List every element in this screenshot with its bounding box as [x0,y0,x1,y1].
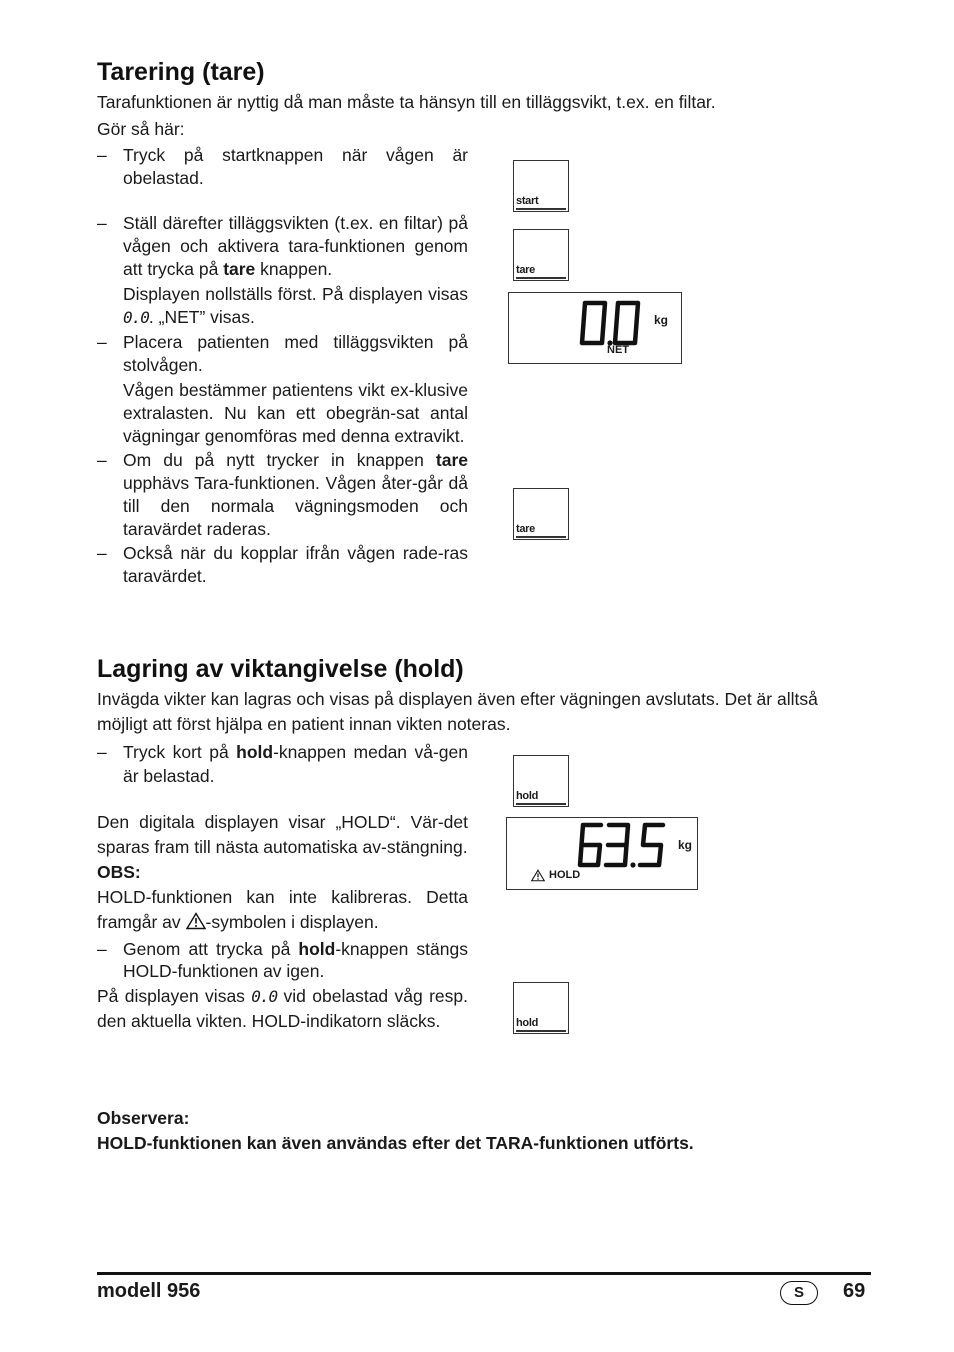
net-indicator: NET [607,344,629,356]
footer-rule [97,1272,871,1275]
language-badge: S [780,1281,818,1305]
hold-off-text: På displayen visas 0.0 vid obelastad våg resp. den aktuella vikten. HOLD-indikatorn släcks. [97,986,468,1031]
hold-key-label: hold [516,790,539,802]
step-place-patient: – Placera patienten med tilläggsvikten på stolvågen. [97,332,468,375]
step-press-hold: – Tryck kort på hold-knappen medan vå-gen är belastad. [97,742,469,786]
footer-model: modell 956 [97,1280,201,1302]
tare-key-underline [516,277,566,279]
hold-display [506,817,698,890]
start-key-underline [516,208,566,210]
hold-intro: Invägda vikter kan lagras och visas på displayen även efter vägningen avslutats. Det är alltså möjligt att först hjälpa en patient innan vikten noteras. [97,689,818,734]
note-label: Observera: [97,1108,190,1128]
hold-steps [97,740,468,1034]
tare-heading: Tarering (tare) [97,58,265,86]
warning-triangle-icon [186,912,206,930]
hold-key-second-underline [516,1030,566,1032]
hold-display-unit: kg [678,838,693,852]
hold-key-second [513,982,569,1034]
page-number: 69 [843,1280,866,1302]
hold-display-text: Den digitala displayen visar „HOLD“. Vär-det sparas fram till nästa automatiska av-stängning. [97,812,468,857]
net-display [508,292,682,364]
net-display-unit: kg [654,313,669,327]
step-start: – Tryck på startknappen när vågen är obelastad. [97,145,468,188]
tare-intro: Tarafunktionen är nyttig då man måste ta hänsyn till en tilläggsvikt, t.ex. en filtar. [97,92,716,112]
hold-display-digits [573,821,673,877]
step-tare-display-note: Displayen nollställs först. På displayen visas 0.0. „NET” visas. [123,284,468,327]
start-key [513,160,569,212]
hold-warning-icon [531,869,545,882]
tare-key-second [513,488,569,540]
step-cancel-tare: – Om du på nytt trycker in knappen tare upphävs Tara-funktionen. Vågen åter-går då till den normala vägningsmoden och taravärdet raderas. [97,450,468,539]
tare-key-second-label: tare [516,523,535,535]
tare-key-label: tare [516,264,535,276]
obs-label: OBS: [97,862,141,882]
step-disconnect: – Också när du kopplar ifrån vågen rade-ras taravärdet. [97,543,468,586]
hold-key-underline [516,803,566,805]
hold-key [513,755,569,807]
step-cancel-hold: – Genom att trycka på hold-knappen stängs HOLD-funktionen av igen. [97,939,468,981]
step-place-patient-note: Vågen bestämmer patientens vikt ex-klusive extralasten. Nu kan ett obegrän-sat antal vägningar genomföras med denna extravikt. [123,380,468,446]
hold-heading: Lagring av viktangivelse (hold) [97,655,464,683]
start-key-label: start [516,195,539,207]
tare-steps [97,144,468,588]
zero-display-glyph: 0.0 [123,308,149,327]
hold-key-second-label: hold [516,1017,539,1029]
tare-key-second-underline [516,536,566,538]
tare-key [513,229,569,281]
note-text: HOLD-funktionen kan även användas efter det TARA-funktionen utförts. [97,1133,694,1153]
zero-display-glyph-hold: 0.0 [251,987,278,1006]
obs-text: HOLD-funktionen kan inte kalibreras. Detta framgår av -symbolen i displayen. [97,887,468,932]
step-tare: – Ställ därefter tilläggsvikten (t.ex. en filtar) på vågen och aktivera tara-funktionen genom att trycka på tare knappen. [97,213,468,279]
hold-indicator: HOLD [549,869,581,881]
tare-how-to: Gör så här: [97,119,185,139]
